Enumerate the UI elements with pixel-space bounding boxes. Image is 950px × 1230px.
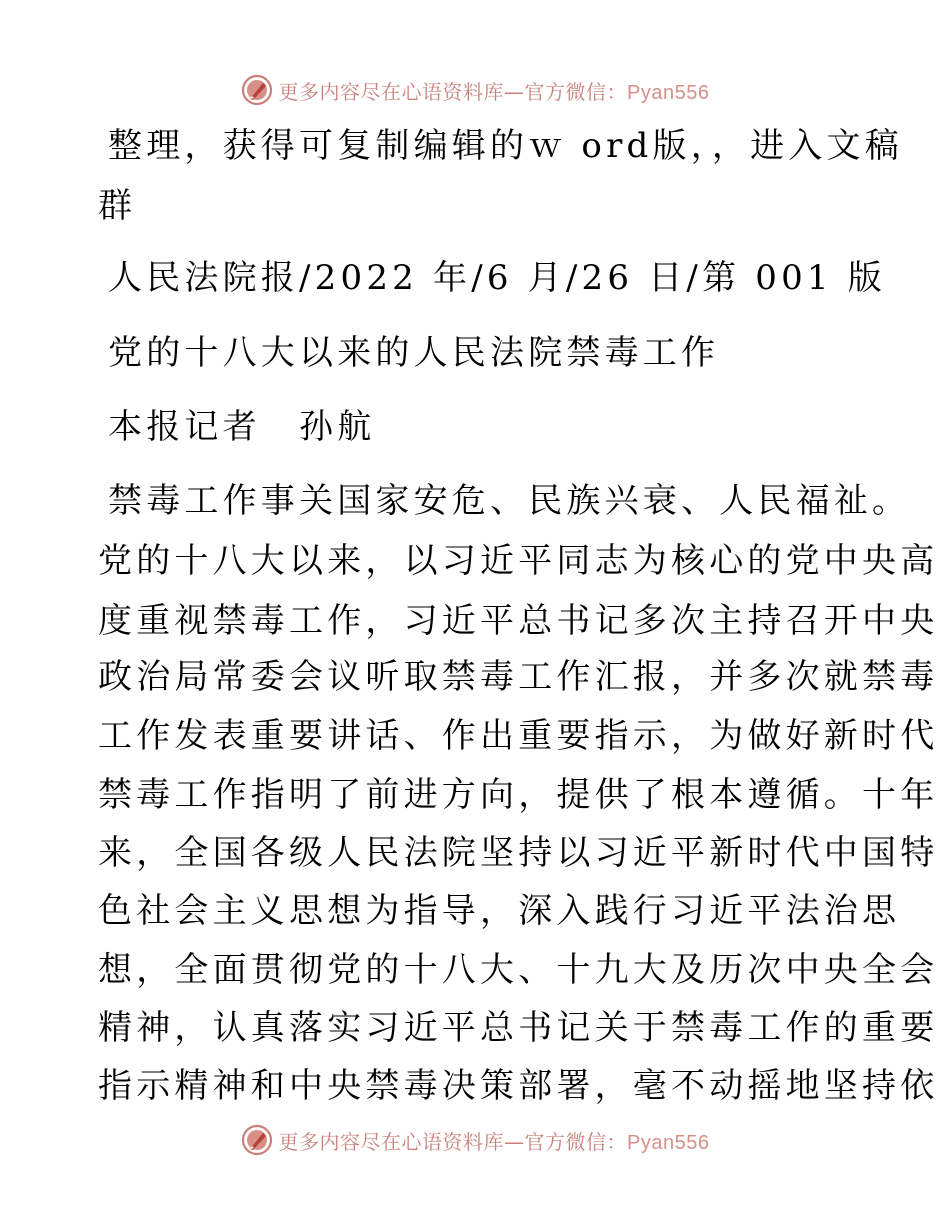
body-line: 度重视禁毒工作，习近平总书记多次主持召开中央 <box>98 601 939 641</box>
source-line: 人民法院报/2022 年/6 月/26 日/第 001 版 <box>108 258 886 298</box>
body-line: 禁毒工作事关国家安危、民族兴衰、人民福祉。 <box>108 481 911 521</box>
body-line: 来，全国各级人民法院坚持以习近平新时代中国特 <box>98 833 939 873</box>
body-line: 政治局常委会议听取禁毒工作汇报，并多次就禁毒 <box>98 657 939 697</box>
pen-nib-logo-icon <box>241 1124 273 1156</box>
body-line: 色社会主义思想为指导，深入践行习近平法治思 <box>98 891 901 931</box>
body-line: 党的十八大以来，以习近平同志为核心的党中央高 <box>98 541 939 581</box>
footer-watermark-banner <box>0 1120 950 1160</box>
byline: 本报记者 孙航 <box>108 407 376 447</box>
wechat-id: Pyan556 <box>627 1131 710 1154</box>
article-title: 党的十八大以来的人民法院禁毒工作 <box>108 333 720 373</box>
body-line: 想，全面贯彻党的十八大、十九大及历次中央全会 <box>98 950 939 990</box>
wechat-id: Pyan556 <box>627 81 710 104</box>
banner-text: 更多内容尽在心语资料库—官方微信：Pyan556 <box>278 79 710 104</box>
intro-line-2: 群 <box>98 186 137 226</box>
pen-nib-logo-icon <box>241 74 273 106</box>
body-line: 禁毒工作指明了前进方向，提供了根本遵循。十年 <box>98 775 939 815</box>
banner-text: 更多内容尽在心语资料库—官方微信：Pyan556 <box>278 1129 710 1154</box>
header-watermark-banner <box>0 70 950 110</box>
intro-line-1: 整理，获得可复制编辑的ｗ ord版，，进入文稿 <box>108 126 903 166</box>
body-line: 精神，认真落实习近平总书记关于禁毒工作的重要 <box>98 1008 939 1048</box>
body-line: 指示精神和中央禁毒决策部署，毫不动摇地坚持依 <box>98 1066 939 1106</box>
body-line: 工作发表重要讲话、作出重要指示，为做好新时代 <box>98 716 939 756</box>
